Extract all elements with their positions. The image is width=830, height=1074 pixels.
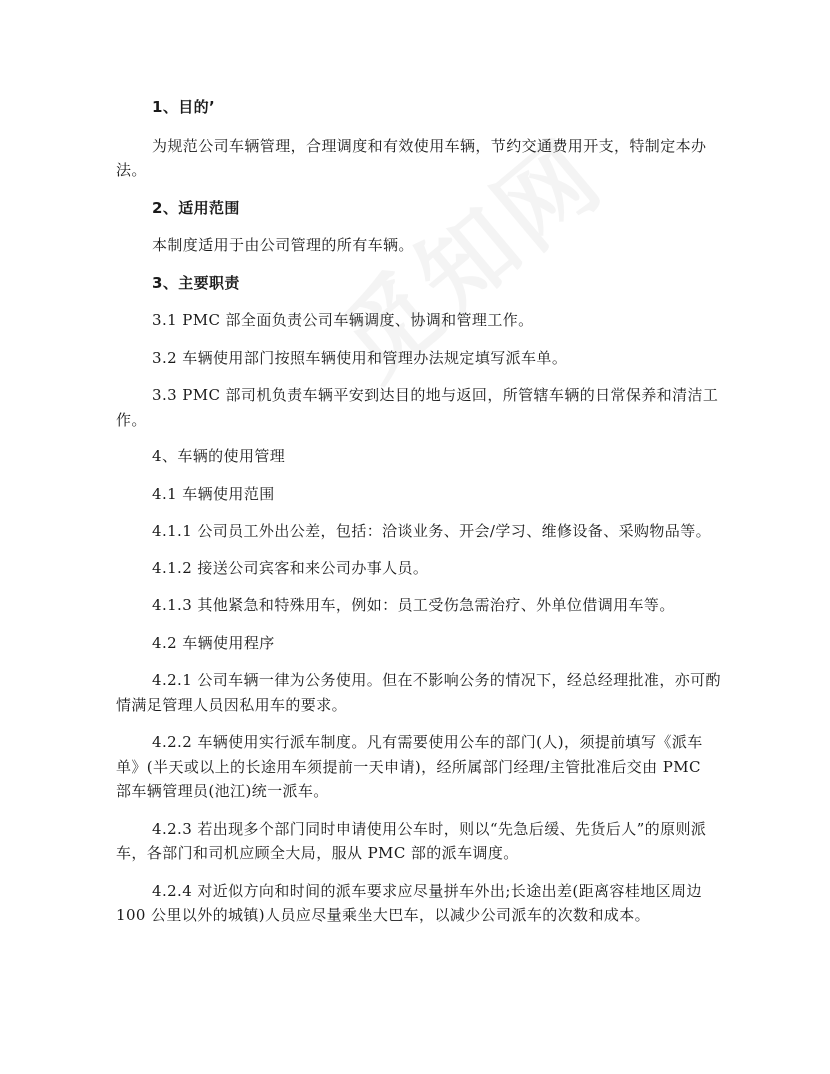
heading-vehicle-usage: 4、车辆的使用管理 — [152, 447, 286, 465]
paragraph-4-2-1: 4.2.1 公司车辆一律为公务使用。但在不影响公务的情况下，经总经理批准，亦可酌情满足管理人员因私用车的要求。 — [116, 671, 721, 714]
heading-purpose: 1、目的’ — [152, 98, 216, 116]
paragraph-scope-text: 本制度适用于由公司管理的所有车辆。 — [152, 236, 414, 254]
heading-4-1: 4.1 车辆使用范围 — [152, 484, 275, 503]
paragraph-4-1-3: 4.1.3 其他紧急和特殊用车，例如：员工受伤急需治疗、外单位借调用车等。 — [152, 596, 675, 614]
document-body — [116, 95, 721, 928]
paragraph-3-1: 3.1 PMC 部全面负责公司车辆调度、协调和管理工作。 — [152, 311, 534, 329]
paragraph-4-2-2: 4.2.2 车辆使用实行派车制度。凡有需要使用公车的部门(人)，须提前填写《派车单》(半天或以上的长途用车须提前一天申请)，经所属部门经理/主管批准后交由 PMC 部车辆管理员(池江)统一派车。 — [116, 733, 703, 800]
heading-scope: 2、适用范围 — [152, 198, 240, 217]
paragraph-4-1-1: 4.1.1 公司员工外出公差，包括：洽谈业务、开会/学习、维修设备、采购物品等。 — [152, 522, 711, 540]
paragraph-4-2-3: 4.2.3 若出现多个部门同时申请使用公车时，则以“先急后缓、先货后人”的原则派车，各部门和司机应顾全大局，服从 PMC 部的派车调度。 — [116, 819, 707, 862]
paragraph-3-3: 3.3 PMC 部司机负责车辆平安到达目的地与返回，所管辖车辆的日常保养和清洁工作。 — [116, 386, 719, 429]
paragraph-purpose-text: 为规范公司车辆管理，合理调度和有效使用车辆，节约交通费用开支，特制定本办法。 — [116, 136, 707, 179]
heading-4-2: 4.2 车辆使用程序 — [152, 633, 275, 652]
paragraph-4-2-4: 4.2.4 对近似方向和时间的派车要求应尽量拼车外出;长途出差(距离容桂地区周边 100 公里以外的城镇)人员应尽量乘坐大巴车，以减少公司派车的次数和成本。 — [116, 881, 702, 924]
heading-responsibilities: 3、主要职责 — [152, 273, 240, 292]
paragraph-3-2: 3.2 车辆使用部门按照车辆使用和管理办法规定填写派车单。 — [152, 348, 568, 367]
paragraph-4-1-2: 4.1.2 接送公司宾客和来公司办事人员。 — [152, 558, 429, 577]
